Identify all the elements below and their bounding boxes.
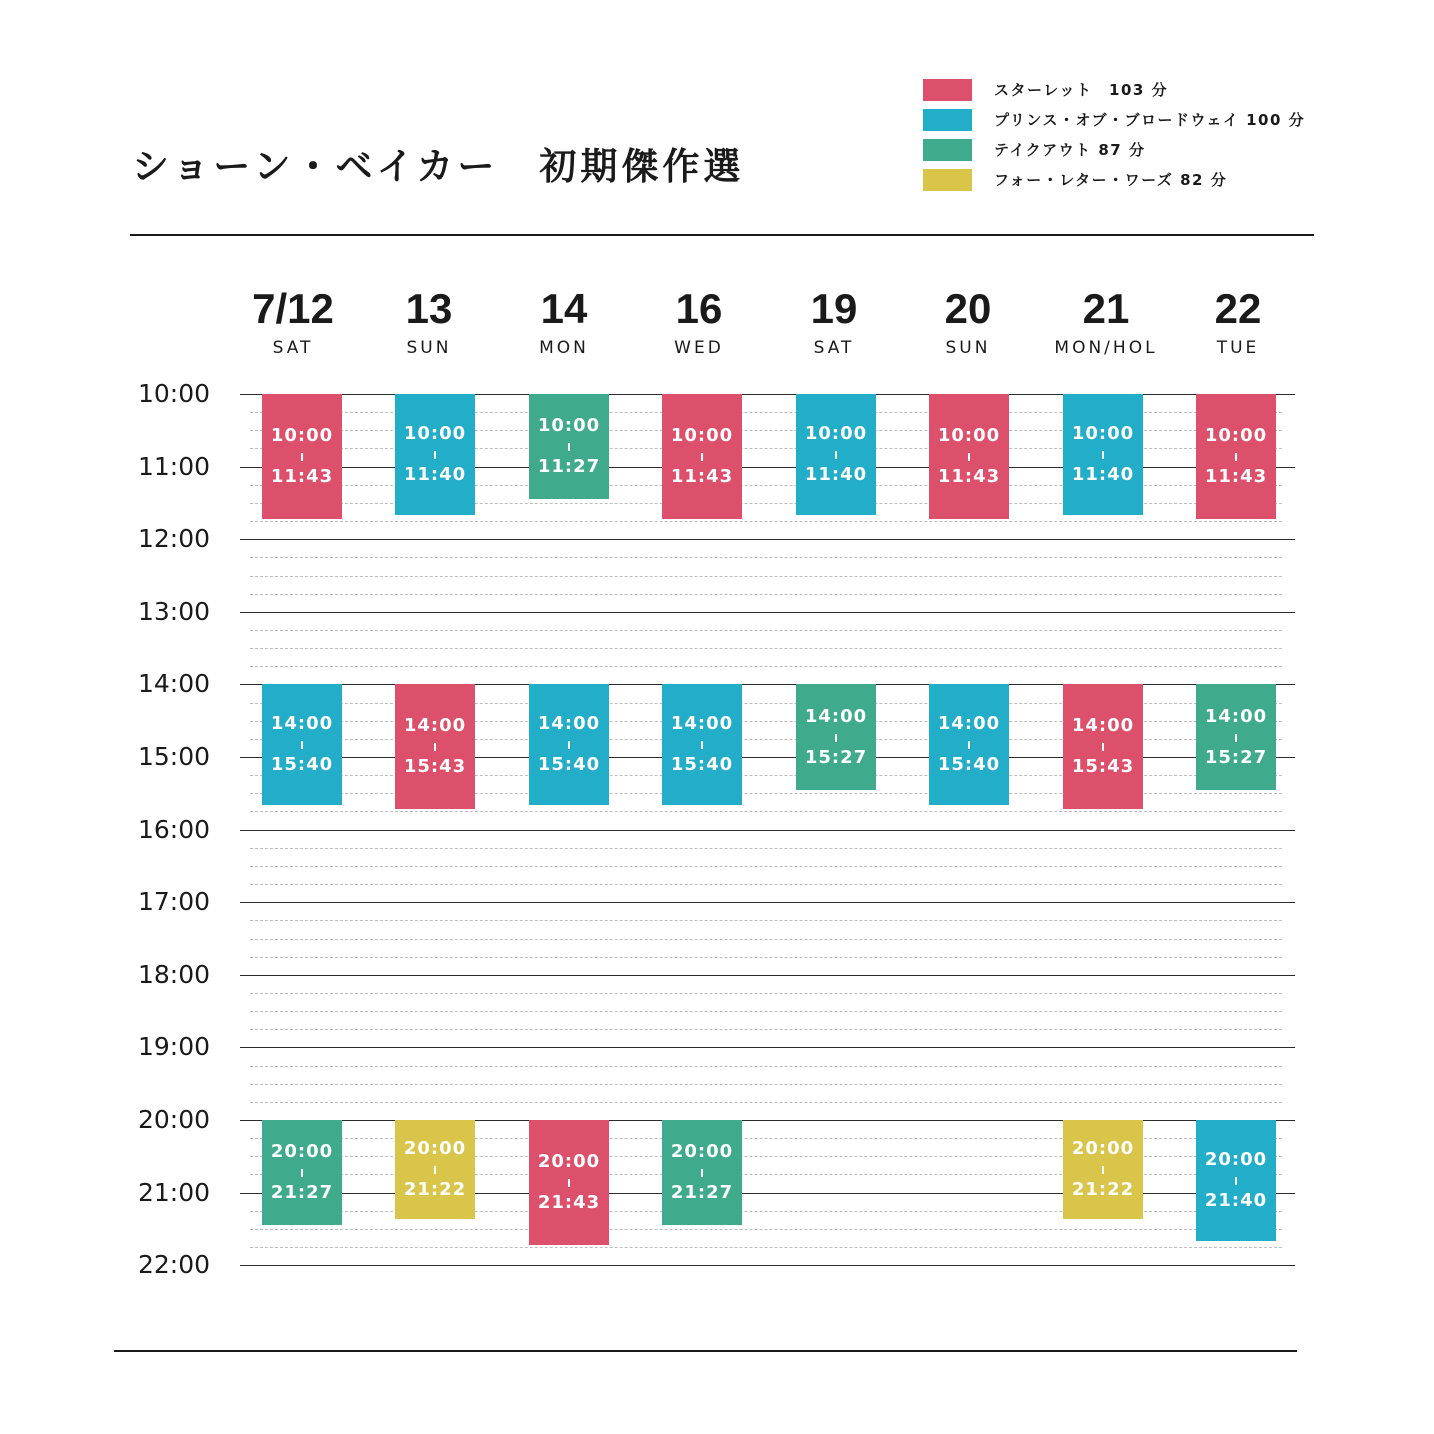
screening-block-starlet[interactable] [262,394,342,519]
day-header [764,282,904,358]
start-time: 20:00 [270,1141,334,1163]
day-header [1036,282,1176,358]
hour-label: 20:00 [137,1105,211,1134]
start-time: 14:00 [670,713,734,735]
day-of-week: TUE [1216,338,1260,358]
screening-block-takeout[interactable] [262,1120,342,1225]
screening-block-fourletter[interactable] [395,1120,475,1219]
footer-divider [114,1350,1297,1352]
legend-swatch-fourletter [923,169,972,191]
page-title: ショーン・ベイカー 初期傑作選 [132,145,745,188]
legend-item-starlet [923,79,1343,101]
quarter-gridline [250,1029,1282,1030]
time-separator [701,453,703,461]
legend-label-starlet: スターレット 103 分 [994,81,1169,99]
time-separator [701,741,703,749]
quarter-gridline [250,1084,1282,1085]
time-separator [835,451,837,459]
quarter-gridline [250,521,1282,522]
time-separator [434,1166,436,1174]
day-date: 16 [675,285,723,332]
quarter-gridline [250,993,1282,994]
screening-block-prince[interactable] [1063,394,1143,515]
end-time: 11:40 [1071,464,1135,485]
legend-swatch-starlet [923,79,972,101]
hour-label: 17:00 [137,887,211,917]
day-date: 7/12 [252,285,334,332]
screening-block-starlet[interactable] [929,394,1009,519]
end-time: 21:22 [1071,1179,1135,1201]
time-separator [1235,734,1237,742]
start-time: 10:00 [670,424,734,446]
screening-block-starlet[interactable] [395,684,475,809]
day-date: 22 [1214,285,1262,332]
screening-block-prince[interactable] [662,684,742,805]
quarter-gridline [250,957,1282,958]
start-time: 20:00 [537,1150,601,1172]
end-time: 15:40 [937,754,1001,776]
end-time: 15:40 [537,754,601,776]
start-time: 14:00 [804,705,868,727]
end-time: 15:43 [403,756,467,778]
time-separator [1102,451,1104,459]
time-separator [1102,743,1104,751]
start-time: 14:00 [1204,705,1268,727]
end-time: 11:43 [937,465,1001,487]
day-header [494,282,634,358]
legend-swatch-prince [923,109,972,131]
screening-block-takeout[interactable] [529,394,609,499]
start-time: 10:00 [1204,424,1268,446]
start-time: 14:00 [403,715,467,737]
end-time: 15:43 [1071,756,1135,778]
screening-block-takeout[interactable] [796,684,876,789]
quarter-gridline [250,939,1282,940]
quarter-gridline [250,811,1282,812]
end-time: 21:22 [403,1179,467,1201]
start-time: 20:00 [1071,1138,1135,1160]
quarter-gridline [250,630,1282,631]
day-header [629,282,769,358]
start-time: 14:00 [537,713,601,735]
end-time: 11:43 [670,465,734,487]
legend-item-takeout [923,139,1343,161]
end-time: 21:40 [1204,1190,1268,1211]
legend-label-takeout: テイクアウト 87 分 [994,141,1146,159]
screening-block-prince[interactable] [395,394,475,515]
end-time: 21:27 [270,1182,334,1204]
end-time: 11:43 [1204,465,1268,487]
screening-block-prince[interactable] [796,394,876,515]
day-header [223,282,363,358]
screening-block-prince[interactable] [529,684,609,805]
hour-gridline [240,1265,1295,1266]
screening-block-prince[interactable] [1196,1120,1276,1241]
day-header [898,282,1038,358]
quarter-gridline [250,848,1282,849]
time-separator [568,741,570,749]
start-time: 10:00 [937,424,1001,446]
time-separator [1235,453,1237,461]
day-of-week: WED [674,338,724,358]
time-separator [968,453,970,461]
screening-block-prince[interactable] [929,684,1009,805]
end-time: 15:40 [670,754,734,776]
hour-gridline [240,539,1295,540]
time-separator [568,443,570,451]
start-time: 20:00 [1204,1149,1268,1170]
quarter-gridline [250,1011,1282,1012]
start-time: 20:00 [670,1141,734,1163]
end-time: 11:40 [403,464,467,485]
time-separator [1102,1166,1104,1174]
day-date: 14 [540,285,588,332]
end-time: 21:27 [670,1182,734,1204]
start-time: 20:00 [403,1138,467,1160]
legend-swatch-takeout [923,139,972,161]
hour-label: 11:00 [137,451,211,481]
start-time: 14:00 [1071,715,1135,737]
time-separator [968,741,970,749]
legend-label-prince: プリンス・オブ・ブロードウェイ 100 分 [994,111,1306,129]
start-time: 14:00 [937,713,1001,735]
start-time: 14:00 [270,713,334,735]
start-time: 10:00 [537,415,601,437]
quarter-gridline [250,557,1282,558]
hour-label: 10:00 [137,379,211,408]
end-time: 11:43 [270,465,334,487]
hour-label: 14:00 [137,669,211,699]
day-of-week: MON/HOL [1054,338,1158,358]
day-of-week: SUN [406,338,452,358]
start-time: 10:00 [804,423,868,444]
end-time: 15:27 [804,746,868,768]
screening-block-prince[interactable] [262,684,342,805]
end-time: 15:40 [270,754,334,776]
hour-gridline [240,1047,1295,1048]
hour-label: 19:00 [137,1032,211,1062]
time-separator [434,451,436,459]
end-time: 15:27 [1204,746,1268,768]
end-time: 21:43 [537,1191,601,1213]
hour-gridline [240,612,1295,613]
day-date: 13 [405,285,453,332]
time-separator [1235,1177,1237,1185]
time-separator [434,743,436,751]
day-of-week: MON [539,338,589,358]
day-date: 19 [810,285,858,332]
hour-label: 22:00 [137,1250,211,1280]
start-time: 10:00 [270,424,334,446]
hour-label: 15:00 [137,742,211,771]
start-time: 10:00 [1071,423,1135,444]
quarter-gridline [250,1247,1282,1248]
quarter-gridline [250,884,1282,885]
legend-item-fourletter [923,169,1343,191]
day-of-week: SAT [272,338,314,358]
hour-label: 16:00 [137,814,211,844]
hour-gridline [240,902,1295,903]
quarter-gridline [250,576,1282,577]
hour-label: 12:00 [137,524,211,554]
time-separator [301,741,303,749]
hour-gridline [240,975,1295,976]
quarter-gridline [250,1102,1282,1103]
screening-block-fourletter[interactable] [1063,1120,1143,1219]
hour-label: 21:00 [137,1177,211,1207]
time-separator [301,1169,303,1177]
quarter-gridline [250,666,1282,667]
end-time: 11:27 [537,456,601,478]
time-separator [835,734,837,742]
day-date: 21 [1082,285,1130,332]
screening-block-starlet[interactable] [529,1120,609,1245]
time-separator [701,1169,703,1177]
quarter-gridline [250,1229,1282,1230]
day-date: 20 [944,285,992,332]
time-separator [568,1179,570,1187]
day-of-week: SUN [945,338,991,358]
screening-block-starlet[interactable] [1063,684,1143,809]
day-header [359,282,499,358]
quarter-gridline [250,594,1282,595]
quarter-gridline [250,866,1282,867]
hour-label: 18:00 [137,959,211,989]
start-time: 10:00 [403,423,467,444]
day-header [1168,282,1308,358]
end-time: 11:40 [804,464,868,485]
quarter-gridline [250,648,1282,649]
quarter-gridline [250,1066,1282,1067]
screening-block-starlet[interactable] [1196,394,1276,519]
day-of-week: SAT [813,338,855,358]
header-divider [130,234,1314,236]
screening-block-takeout[interactable] [1196,684,1276,789]
time-separator [301,453,303,461]
quarter-gridline [250,920,1282,921]
screening-block-takeout[interactable] [662,1120,742,1225]
legend-label-fourletter: フォー・レター・ワーズ 82 分 [994,171,1228,189]
legend-item-prince [923,109,1343,131]
screening-block-starlet[interactable] [662,394,742,519]
hour-label: 13:00 [137,596,211,626]
hour-gridline [240,830,1295,831]
